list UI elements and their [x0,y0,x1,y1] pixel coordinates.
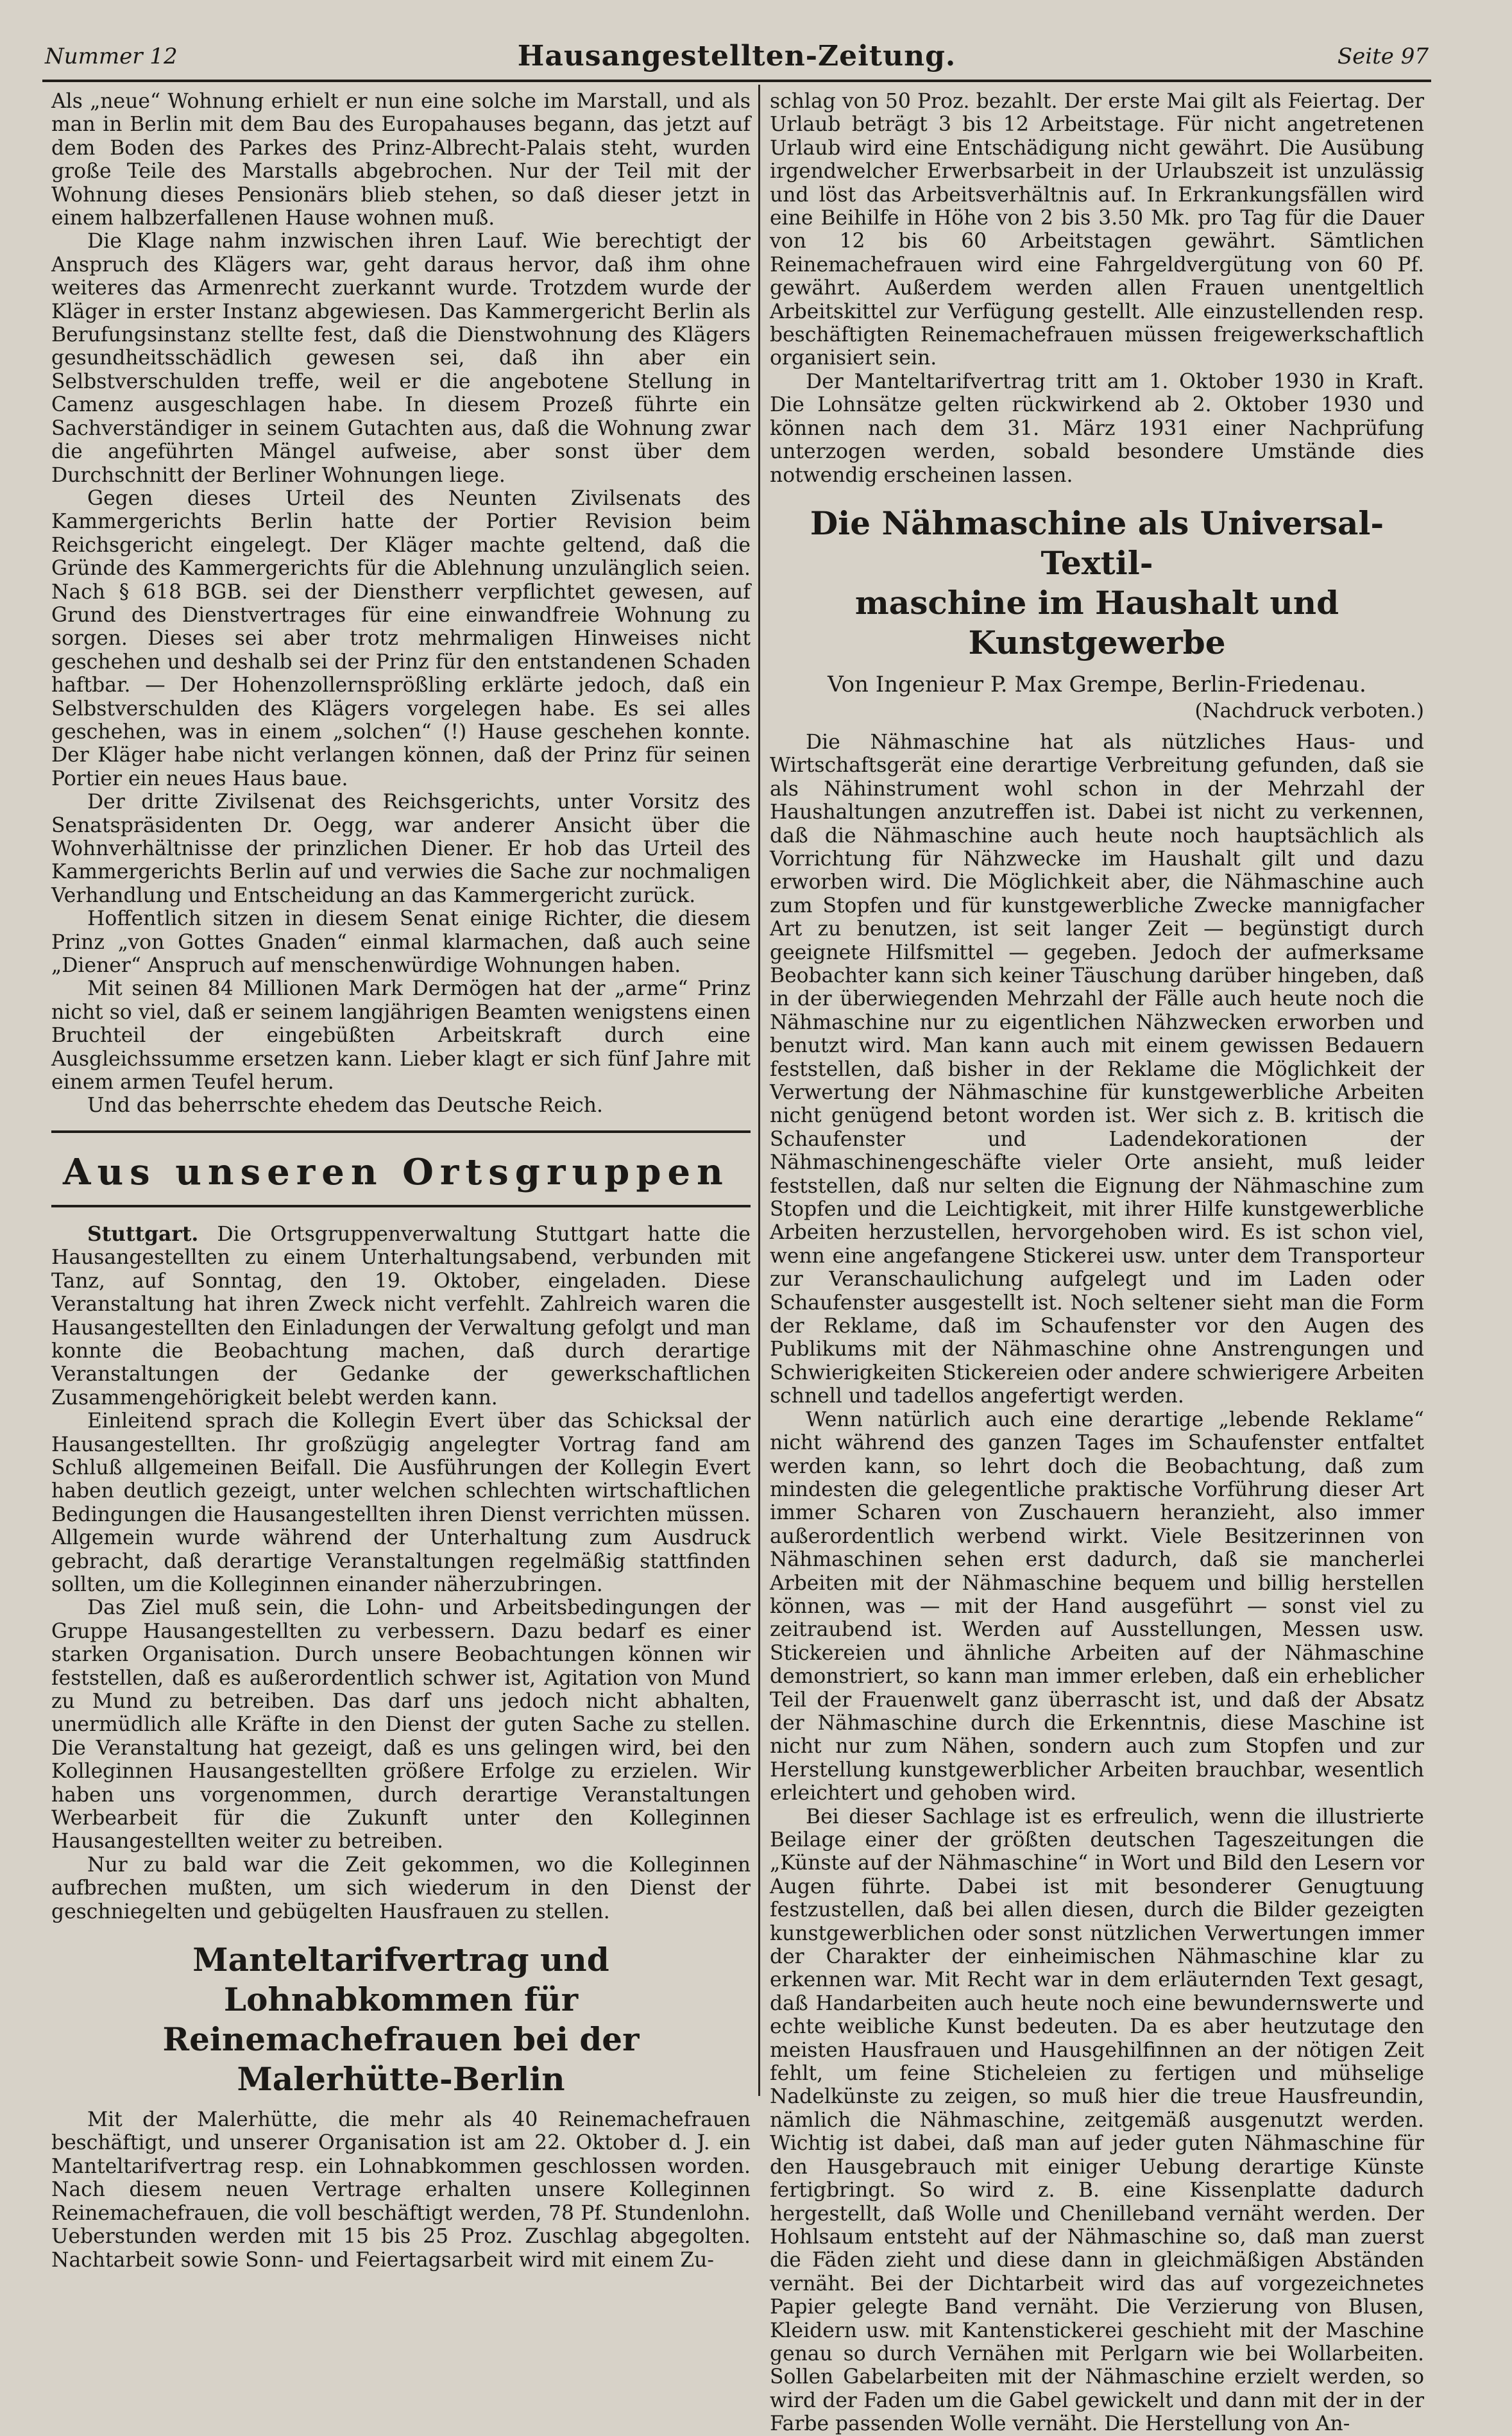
article-paragraph: schlag von 50 Proz. bezahlt. Der erste Mai gilt als Feiertag. Der Urlaub beträgt 3 bis 12 Arbeitstage. Für nicht angetretenen Urlaub wird eine Entschädigung nicht gewährt. Die Ausübung irgendwelcher Erwerbsarbeit in der Urlaubszeit ist unzulässig und löst das Arbeitsverhältnis auf. In Erkrankungsfällen wird eine Beihilfe in Höhe von 2 bis 3.50 Mk. pro Tag für die Dauer von 12 bis 60 Arbeitstagen gewährt. Sämtlichen Reinemachefrauen wird eine Fahrgeldvergütung von 60 Pf. gewährt. Außerdem werden allen Frauen unentgeltlich Arbeitskittel zur Verfügung gestellt. Alle einzustellenden resp. beschäftigten Reinemachefrauen müssen freigewerkschaftlich organisiert sein. [770,90,1424,370]
headline-line: maschine im Haushalt und Kunstgewerbe [854,583,1339,661]
newspaper-title: Hausangestellten-Zeitung. [517,40,956,72]
article-headline [770,504,1424,663]
page-header [45,40,1429,76]
ortsgruppe-location: Stuttgart. [87,1222,199,1246]
article-paragraph: Als „neue“ Wohnung erhielt er nun eine solche im Marstall, und als man in Berlin mit dem Bau des Europahauses begann, das jetzt auf dem Boden des Parkes des Prinz-Albrecht-Palais steht, wurden große Teile des Marstalls abgebrochen. Nur der Teil mit der Wohnung dieses Pensionärs blieb stehen, so daß dieser jetzt in einem halbzerfallenen Hause wohnen muß. [51,90,751,230]
headline-line: Reinemachefrauen bei der Malerhütte-Berlin [162,2020,640,2099]
reprint-notice: (Nachdruck verboten.) [1194,699,1424,722]
article-paragraph: Der Manteltarifvertrag tritt am 1. Oktober 1930 in Kraft. Die Lohnsätze gelten rückwirkend ab 2. Oktober 1930 und können nach dem 31. März 1931 einer Nachprüfung unterzogen werden, sobald besondere Umstände dies notwendig erscheinen lassen. [770,370,1424,487]
ortsgruppe-paragraph: Einleitend sprach die Kollegin Evert über das Schicksal der Hausangestellten. Ihr großzügig angelegter Vortrag fand am Schluß allgemeinen Beifall. Die Ausführungen der Kollegin Evert haben deutlich gezeigt, unter welchen schlechten wirtschaftlichen Bedingungen die Hausangestellten ihren Dienst verrichten müssen. Allgemein wurde während der Unterhaltung zum Ausdruck gebracht, daß derartige Veranstaltungen regelmäßig stattfinden sollten, um die Kolleginnen einander näherzubringen. [51,1410,751,1596]
article-paragraph: Mit seinen 84 Millionen Mark Dermögen hat der „arme“ Prinz nicht so viel, daß er seinem langjährigen Beamten wenigstens einen Bruchteil der eingebüßten Arbeitskraft durch eine Ausgleichssumme ersetzen kann. Lieber klagt er sich fünf Jahre mit einem armen Teufel herum. [51,977,751,1094]
article-paragraph: Hoffentlich sitzen in diesem Senat einige Richter, die diesem Prinz „von Gottes Gnaden“ einmal klarmachen, daß auch seine „Diener“ Anspruch auf menschenwürdige Wohnungen haben. [51,907,751,978]
page-number: Seite 97 [1337,44,1429,69]
article-paragraph: Mit der Malerhütte, die mehr als 40 Reinemachefrauen beschäftigt, und unserer Organisation ist am 22. Oktober d. J. ein Manteltarifvertrag resp. ein Lohnabkommen geschlossen worden. Nach diesem neuen Vertrage erhalten unsere Kolleginnen Reinemachefrauen, die voll beschäftigt werden, 78 Pf. Stundenlohn. Ueberstunden werden mit 15 bis 25 Proz. Zuschlag abgegolten. Nachtarbeit sowie Sonn- und Feiertagsarbeit wird mit einem Zu- [51,2108,751,2272]
header-rule [42,80,1431,82]
article-paragraph: Wenn natürlich auch eine derartige „lebende Reklame“ nicht während des ganzen Tages im Schaufenster entfaltet werden kann, so lehrt doch die Beobachtung, daß zum mindesten die gelegentliche praktische Vorführung dieser Art immer Scharen von Zuschauern heranzieht, also immer außerordentlich werbend wirkt. Viele Besitzerinnen von Nähmaschinen sehen erst dadurch, daß sie mancherlei Arbeiten mit der Nähmaschine bequem und billig herstellen können, was — mit der Hand ausgeführt — sonst viel zu zeitraubend ist. Werden auf Ausstellungen, Messen usw. Stickereien und ähnliche Arbeiten auf der Nähmaschine demonstriert, so kann man immer erleben, daß ein erheblicher Teil der Frauenwelt ganz überrascht ist, und daß der Absatz der Nähmaschine durch die Erkenntnis, diese Maschine ist nicht nur zum Nähen, sondern auch zum Stopfen und zur Herstellung kunstgewerblicher Arbeiten brauchbar, wesentlich erleichtert und gehoben wird. [770,1408,1424,1805]
article-paragraph: Die Nähmaschine hat als nützliches Haus- und Wirtschaftsgerät eine derartige Verbreitung gefunden, daß sie als Nähinstrument wohl schon in der Mehrzahl der Haushaltungen anzutreffen ist. Dabei ist nicht zu verkennen, daß die Nähmaschine auch heute noch hauptsächlich als Vorrichtung für Nähzwecke im Haushalt gilt und dazu erworben wird. Die Möglichkeit aber, die Nähmaschine auch zum Stopfen und für kunstgewerbliche Zwecke mannigfacher Art zu benutzen, ist seit langer Zeit — begünstigt durch geeignete Hilfsmittel — gegeben. Jedoch der aufmerksame Beobachter kann sich keiner Täuschung darüber hingeben, daß in der überwiegenden Mehrzahl der Fälle auch heute noch die Nähmaschine nur zu eigentlichen Nähzwecken erworben und benutzt wird. Man kann auch mit einem gewissen Bedauern feststellen, daß bisher in der Reklame die Möglichkeit der Verwertung der Nähmaschine für kunstgewerbliche Arbeiten nicht genügend betont worden ist. Wer sich z. B. kritisch die Schaufenster und Ladendekorationen der Nähmaschinengeschäfte vieler Orte ansieht, muß leider feststellen, daß nur selten die Eignung der Nähmaschine zum Stopfen und die Leichtigkeit, mit ihrer Hilfe kunstgewerbliche Arbeiten herzustellen, hervorgehoben wird. Es ist schon viel, wenn eine angefangene Stickerei usw. unter dem Transporteur zur Veranschaulichung aufgelegt und im Laden oder Schaufenster ausgestellt ist. Noch seltener sieht man die Form der Reklame, daß im Schaufenster vor den Augen des Publikums mit der Nähmaschine ohne Anstrengungen und Schwierigkeiten Stickereien oder andere schwierigere Arbeiten schnell und tadellos angefertigt werden. [770,730,1424,1408]
author-byline: Von Ingenieur P. Max Grempe, Berlin-Friedenau. [828,671,1366,697]
article-paragraph: Die Klage nahm inzwischen ihren Lauf. Wie berechtigt der Anspruch des Klägers war, geht daraus hervor, daß ihm ohne weiteres das Armenrecht zuerkannt wurde. Trotzdem wurde der Kläger in erster Instanz abgewiesen. Das Kammergericht Berlin als Berufungsinstanz stellte fest, daß die Dienstwohnung des Klägers gesundheitsschädlich gewesen sei, daß ihn aber ein Selbstverschulden treffe, weil er die angebotene Stellung in Camenz ausgeschlagen habe. In diesem Prozeß führte ein Sachverständiger in seinem Gutachten aus, daß die Wohnung zwar die angeführten Mängel aufweise, aber sonst über dem Durchschnitt der Berliner Wohnungen liege. [51,230,751,487]
article-headline [51,1940,751,2099]
ortsgruppe-text: Die Ortsgruppenverwaltung Stuttgart hatte die Hausangestellten zu einem Unterhaltungsabend, verbunden mit Tanz, auf Sonntag, den 19. Oktober, eingeladen. Diese Veranstaltung hat ihren Zweck nicht verfehlt. Zahlreich waren die Hausangestellten den Einladungen der Verwaltung gefolgt und man konnte die Beobachtung machen, daß durch derartige Veranstaltungen der Gedanke der gewerkschaftlichen Zusammengehörigkeit belebt werden kann. [51,1222,751,1410]
ortsgruppe-paragraph: Das Ziel muß sein, die Lohn- und Arbeitsbedingungen der Gruppe Hausangestellten zu verbessern. Dazu bedarf es einer starken Organisation. Durch unsere Beobachtungen können wir feststellen, daß es außerordentlich schwer ist, Agitation von Mund zu Mund zu betreiben. Das darf uns jedoch nicht abhalten, unermüdlich alle Kräfte in den Dienst der guten Sache zu stellen. Die Veranstaltung hat gezeigt, daß es uns gelingen wird, bei den Kolleginnen Hausangestellten größere Erfolge zu erzielen. Wir haben uns vorgenommen, durch derartige Veranstaltungen Werbearbeit für die Zukunft unter den Kolleginnen Hausangestellten weiter zu betreiben. [51,1596,751,1853]
section-title: Aus unseren Ortsgruppen [63,1150,729,1193]
right-column [770,90,1424,2436]
ortsgruppe-paragraph [51,1223,751,1410]
article-paragraph: Bei dieser Sachlage ist es erfreulich, wenn die illustrierte Beilage einer der größten deutschen Tageszeitungen die „Künste auf der Nähmaschine“ in Wort und Bild den Lesern vor Augen führte. Dabei ist mit besonderer Genugtuung festzustellen, daß bei allen diesen, durch die Bilder gezeigten kunstgewerblichen oder sonst nützlichen Verwertungen immer der Charakter der einheimischen Nähmaschine klar zu erkennen war. Mit Recht war in dem erläuternden Text gesagt, daß Handarbeiten auch heute noch eine bewundernswerte und echte weibliche Kunst bedeuten. Da es aber heutzutage den meisten Hausfrauen und Hausgehilfinnen an der nötigen Zeit fehlt, um feine Sticheleien zu fertigen und mühselige Nadelkünste zu zeigen, so muß hier die treue Hausfreundin, nämlich die Nähmaschine, zeitgemäß ausgenutzt werden. Wichtig ist dabei, daß man auf jeder guten Nähmaschine für den Hausgebrauch mit einiger Uebung derartige Künste fertigbringt. So wird z. B. eine Kissenplatte dadurch hergestellt, daß Wolle und Chenilleband vernäht werden. Der Hohlsaum entsteht auf der Nähmaschine so, daß man zuerst die Fäden zieht und diese dann in gleichmäßigen Abständen vernäht. Bei der Dichtarbeit wird das auf vorgezeichnetes Papier gelegte Band vernäht. Die Verzierung von Blusen, Kleidern usw. mit Kantenstickerei geschieht mit der Maschine genau so durch Vernähen mit Perlgarn wie bei Wollarbeiten. Sollen Gabelarbeiten mit der Nähmaschine erzielt werden, so wird der Faden um die Gabel gewickelt und dann mit der in der Farbe passenden Wolle vernäht. Die Herstellung von An- [770,1805,1424,2436]
headline-line: Die Nähmaschine als Universal-Textil- [810,504,1384,582]
section-header-box [51,1130,751,1207]
left-column [51,90,751,2272]
issue-number: Nummer 12 [45,44,178,69]
article-paragraph: Der dritte Zivilsenat des Reichsgerichts, unter Vorsitz des Senatspräsidenten Dr. Oegg, war anderer Ansicht über die Wohnverhältnisse der prinzlichen Diener. Er hob das Urteil des Kammergerichts Berlin auf und verwies die Sache zur nochmaligen Verhandlung und Entscheidung an das Kammergericht zurück. [51,790,751,907]
column-divider [758,85,760,2096]
ortsgruppe-paragraph: Nur zu bald war die Zeit gekommen, wo die Kolleginnen aufbrechen mußten, um sich wiederum in den Dienst der geschniegelten und gebügelten Hausfrauen zu stellen. [51,1853,751,1923]
article-paragraph: Gegen dieses Urteil des Neunten Zivilsenats des Kammergerichts Berlin hatte der Portier Revision beim Reichsgericht eingelegt. Der Kläger machte geltend, daß die Gründe des Kammergerichts für die Ablehnung unzulänglich seien. Nach § 618 BGB. sei der Dienstherr verpflichtet gewesen, auf Grund des Dienstvertrages für eine einwandfreie Wohnung zu sorgen. Dieses sei aber trotz mehrmaligen Hinweises nicht geschehen und deshalb sei der Prinz für den entstandenen Schaden haftbar. — Der Hohenzollernsprößling erklärte jedoch, daß ein Selbstverschulden des Klägers vorgelegen habe. Es sei alles geschehen, was in einem „solchen“ (!) Hause geschehen konnte. Der Kläger habe nicht verlangen können, daß der Prinz für seinen Portier ein neues Haus baue. [51,486,751,790]
article-paragraph: Und das beherrschte ehedem das Deutsche Reich. [87,1094,603,1118]
headline-line: Manteltarifvertrag und Lohnabkommen für [192,1941,609,2019]
